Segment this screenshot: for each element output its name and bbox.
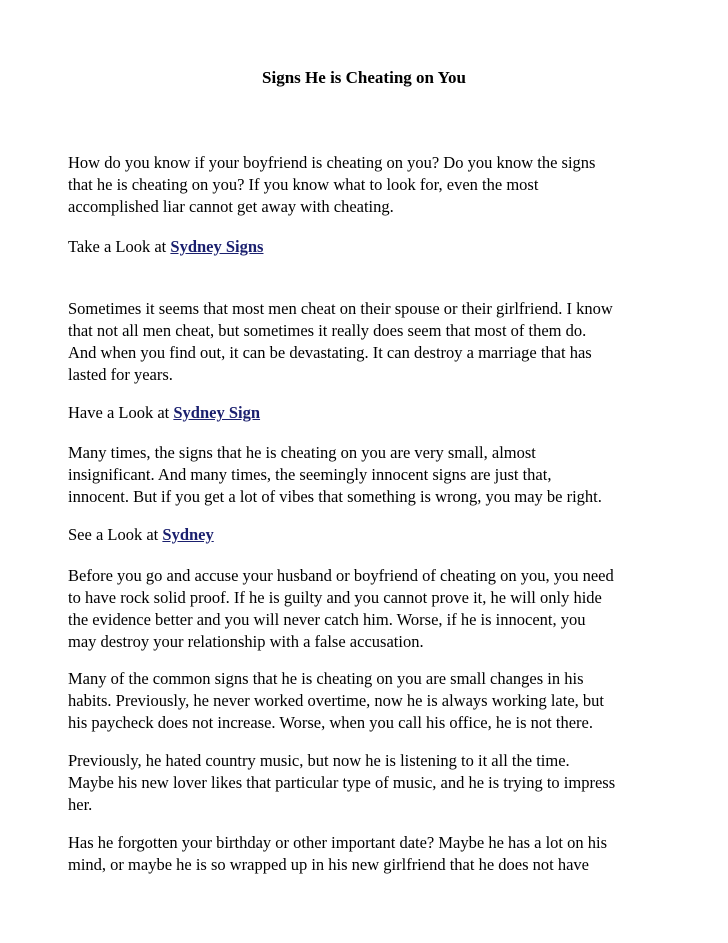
text-line: How do you know if your boyfriend is cheating on you? Do you know the signs	[68, 153, 596, 172]
sydney-signs-link[interactable]: Sydney Signs	[170, 237, 264, 256]
text-line: lasted for years.	[68, 365, 173, 384]
text-line: her.	[68, 795, 93, 814]
text-line: to have rock solid proof. If he is guilty and you cannot prove it, he will only hide	[68, 588, 602, 607]
text-line: Previously, he hated country music, but now he is listening to it all the time.	[68, 751, 570, 770]
paragraph-accuse	[68, 565, 668, 653]
link-prefix: Have a Look at	[68, 403, 174, 422]
link-line-3	[68, 524, 668, 546]
text-line: insignificant. And many times, the seemingly innocent signs are just that,	[68, 465, 552, 484]
text-line: Sometimes it seems that most men cheat on their spouse or their girlfriend. I know	[68, 299, 613, 318]
text-line: Has he forgotten your birthday or other important date? Maybe he has a lot on his	[68, 833, 608, 852]
paragraph-intro	[68, 152, 668, 218]
text-line: his paycheck does not increase. Worse, when you call his office, he is not there.	[68, 713, 593, 732]
text-line: mind, or maybe he is so wrapped up in his new girlfriend that he does not have	[68, 855, 590, 874]
text-line: Before you go and accuse your husband or boyfriend of cheating on you, you need	[68, 566, 614, 585]
text-line: the evidence better and you will never catch him. Worse, if he is innocent, you	[68, 610, 586, 629]
text-line: habits. Previously, he never worked overtime, now he is always working late, but	[68, 691, 604, 710]
text-line: may destroy your relationship with a false accusation.	[68, 632, 424, 651]
link-prefix: Take a Look at	[68, 237, 171, 256]
text-line: that not all men cheat, but sometimes it really does seem that most of them do.	[68, 321, 587, 340]
paragraph-music	[68, 750, 668, 816]
link-prefix: See a Look at	[68, 525, 163, 544]
paragraph-birthday	[68, 832, 668, 876]
sydney-sign-link[interactable]: Sydney Sign	[173, 403, 261, 422]
text-line: innocent. But if you get a lot of vibes that something is wrong, you may be right.	[68, 487, 602, 506]
paragraph-habits	[68, 668, 668, 734]
text-line: accomplished liar cannot get away with cheating.	[68, 197, 394, 216]
text-line: Many of the common signs that he is cheating on you are small changes in his	[68, 669, 584, 688]
text-line: Many times, the signs that he is cheating on you are very small, almost	[68, 443, 536, 462]
text-line: And when you find out, it can be devastating. It can destroy a marriage that has	[68, 343, 592, 362]
document-title: Signs He is Cheating on You	[262, 68, 466, 87]
link-line-2	[68, 402, 668, 424]
text-line: Maybe his new lover likes that particular type of music, and he is trying to impress	[68, 773, 616, 792]
link-line-1	[68, 236, 668, 258]
sydney-link[interactable]: Sydney	[162, 525, 214, 544]
paragraph-most-men	[68, 298, 668, 386]
paragraph-small-signs	[68, 442, 668, 508]
text-line: that he is cheating on you? If you know what to look for, even the most	[68, 175, 539, 194]
